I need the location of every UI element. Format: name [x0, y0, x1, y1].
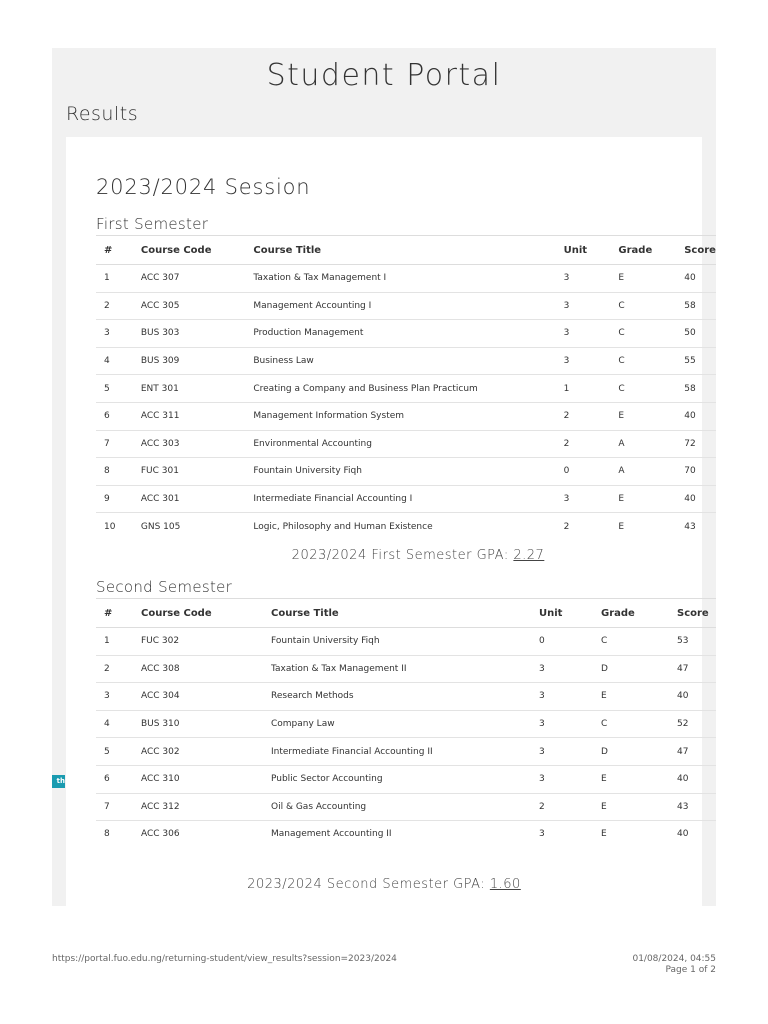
grade: D	[593, 655, 669, 683]
course-title: Oil & Gas Accounting	[263, 793, 531, 821]
row-number: 5	[96, 375, 133, 403]
table-row	[96, 765, 716, 793]
course-title: Fountain University Fiqh	[263, 628, 531, 656]
grade: E	[593, 765, 669, 793]
course-code: ACC 311	[133, 402, 246, 430]
table-row	[96, 485, 716, 513]
grade: E	[610, 485, 676, 513]
second-semester-title: Second Semester	[96, 578, 233, 596]
course-title: Intermediate Financial Accounting I	[245, 485, 555, 513]
print-datetime: 01/08/2024, 04:55	[632, 954, 716, 964]
course-code: ACC 303	[133, 430, 246, 458]
course-code: FUC 302	[133, 628, 263, 656]
grade: C	[610, 347, 676, 375]
card-edge	[703, 849, 716, 906]
course-code: ACC 302	[133, 738, 263, 766]
course-title: Taxation & Tax Management II	[263, 655, 531, 683]
grade: C	[610, 320, 676, 348]
table-row	[96, 292, 716, 320]
unit: 3	[556, 347, 611, 375]
course-title: Business Law	[245, 347, 555, 375]
row-number: 6	[96, 765, 133, 793]
gpa-label: 2023/2024 Second Semester GPA:	[247, 877, 486, 892]
score: 43	[684, 521, 696, 532]
print-footer-url: https://portal.fuo.edu.ng/returning-student/view_results?session=2023/2024	[52, 954, 397, 964]
score: 40	[676, 265, 716, 293]
row-number: 8	[96, 458, 133, 486]
unit: 3	[556, 485, 611, 513]
score: 40	[669, 765, 716, 793]
table-header-row	[96, 236, 716, 265]
row-number: 3	[96, 683, 133, 711]
grade: A	[610, 458, 676, 486]
score: 58	[676, 292, 716, 320]
unit: 3	[531, 683, 593, 711]
course-code: ACC 310	[133, 765, 263, 793]
table-row	[96, 628, 716, 656]
grade: E	[610, 402, 676, 430]
row-number: 1	[96, 265, 133, 293]
floating-chat-tab[interactable]: th	[52, 775, 65, 788]
course-code: ACC 308	[133, 655, 263, 683]
score: 40	[676, 402, 716, 430]
course-code: BUS 303	[133, 320, 246, 348]
score: 50	[676, 320, 716, 348]
col-header-unit: Unit	[531, 599, 593, 628]
course-title: Management Accounting I	[245, 292, 555, 320]
course-title: Environmental Accounting	[245, 430, 555, 458]
row-number: 6	[96, 402, 133, 430]
unit: 3	[531, 765, 593, 793]
unit: 1	[556, 375, 611, 403]
course-code: ENT 301	[133, 375, 246, 403]
row-number: 2	[96, 292, 133, 320]
score: 53	[669, 628, 716, 656]
table-row	[96, 458, 716, 486]
second-semester-gpa	[184, 877, 584, 892]
grade: E	[618, 521, 625, 532]
row-number: 5	[96, 738, 133, 766]
unit: 2	[556, 402, 611, 430]
course-title: Taxation & Tax Management I	[245, 265, 555, 293]
course-code: ACC 306	[141, 829, 180, 840]
score: 43	[669, 793, 716, 821]
course-title: Intermediate Financial Accounting II	[263, 738, 531, 766]
first-semester-rows	[96, 265, 716, 540]
table-row	[96, 320, 716, 348]
gpa-value: 1.60	[489, 877, 521, 892]
score: 40	[669, 683, 716, 711]
table-row	[96, 683, 716, 711]
course-title: Research Methods	[263, 683, 531, 711]
grade: E	[593, 683, 669, 711]
unit: 3	[556, 292, 611, 320]
row-number: 3	[96, 320, 133, 348]
session-title: 2023/2024 Session	[96, 175, 311, 199]
grade: A	[610, 430, 676, 458]
score: 72	[676, 430, 716, 458]
gpa-label: 2023/2024 First Semester GPA:	[291, 548, 509, 563]
grade: E	[601, 829, 607, 840]
table-row	[96, 738, 716, 766]
score: 47	[669, 655, 716, 683]
col-header-grade: Grade	[593, 599, 669, 628]
grade: C	[610, 375, 676, 403]
row-number: 4	[96, 710, 133, 738]
table-row	[96, 347, 716, 375]
print-footer-meta	[632, 954, 716, 976]
row-number: 9	[96, 485, 133, 513]
col-header-score: Score	[669, 599, 716, 628]
col-header-score: Score	[676, 236, 716, 265]
course-title: Creating a Company and Business Plan Practicum	[245, 375, 555, 403]
grade: D	[593, 738, 669, 766]
grade: C	[593, 710, 669, 738]
unit: 3	[556, 265, 611, 293]
course-code: ACC 307	[133, 265, 246, 293]
row-number: 10	[104, 521, 116, 532]
course-code: ACC 312	[133, 793, 263, 821]
score: 58	[676, 375, 716, 403]
table-row	[96, 430, 716, 458]
row-number: 8	[104, 829, 110, 840]
table-header-row	[96, 599, 716, 628]
col-header-course-title: Course Title	[245, 236, 555, 265]
grade: E	[610, 265, 676, 293]
score: 47	[669, 738, 716, 766]
unit: 3	[556, 320, 611, 348]
col-header-number: #	[96, 236, 133, 265]
col-header-grade: Grade	[610, 236, 676, 265]
course-code: GNS 105	[140, 521, 181, 532]
score: 70	[676, 458, 716, 486]
score: 40	[677, 829, 689, 840]
row-number: 2	[96, 655, 133, 683]
col-header-number: #	[96, 599, 133, 628]
table-row	[96, 821, 716, 848]
unit: 3	[531, 738, 593, 766]
unit: 3	[531, 655, 593, 683]
second-semester-table	[96, 598, 716, 848]
first-semester-title: First Semester	[96, 215, 209, 233]
row-number: 7	[96, 430, 133, 458]
row-number: 7	[96, 793, 133, 821]
course-title: Company Law	[263, 710, 531, 738]
table-row	[96, 793, 716, 821]
course-title: Management Accounting II	[271, 829, 392, 840]
col-header-course-code: Course Code	[133, 236, 246, 265]
unit: 0	[556, 458, 611, 486]
table-row	[96, 402, 716, 430]
course-title: Logic, Philosophy and Human Existence	[253, 521, 433, 532]
course-code: BUS 309	[133, 347, 246, 375]
course-title: Production Management	[245, 320, 555, 348]
table-row	[96, 513, 716, 540]
unit: 3	[531, 710, 593, 738]
first-semester-table	[96, 235, 716, 540]
course-code: FUC 301	[133, 458, 246, 486]
col-header-unit: Unit	[556, 236, 611, 265]
score: 55	[676, 347, 716, 375]
unit: 2	[563, 521, 570, 532]
course-code: BUS 310	[133, 710, 263, 738]
course-title: Public Sector Accounting	[263, 765, 531, 793]
unit: 2	[531, 793, 593, 821]
table-row	[96, 375, 716, 403]
results-heading: Results	[66, 103, 139, 125]
grade: C	[593, 628, 669, 656]
grade: C	[610, 292, 676, 320]
course-title: Fountain University Fiqh	[245, 458, 555, 486]
table-row	[96, 265, 716, 293]
gpa-value: 2.27	[513, 548, 545, 563]
score: 52	[669, 710, 716, 738]
portal-title: Student Portal	[266, 58, 502, 93]
unit: 2	[556, 430, 611, 458]
table-row	[96, 710, 716, 738]
course-code: ACC 301	[133, 485, 246, 513]
card-edge	[703, 540, 716, 588]
course-title: Management Information System	[245, 402, 555, 430]
row-number: 1	[96, 628, 133, 656]
grade: E	[593, 793, 669, 821]
table-row	[96, 655, 716, 683]
second-semester-rows	[96, 628, 716, 848]
col-header-course-code: Course Code	[133, 599, 263, 628]
page-number: Page 1 of 2	[665, 965, 716, 975]
unit: 3	[539, 829, 545, 840]
score: 40	[676, 485, 716, 513]
row-number: 4	[96, 347, 133, 375]
course-code: ACC 304	[133, 683, 263, 711]
col-header-course-title: Course Title	[263, 599, 531, 628]
unit: 0	[531, 628, 593, 656]
first-semester-gpa	[218, 548, 618, 563]
course-code: ACC 305	[133, 292, 246, 320]
